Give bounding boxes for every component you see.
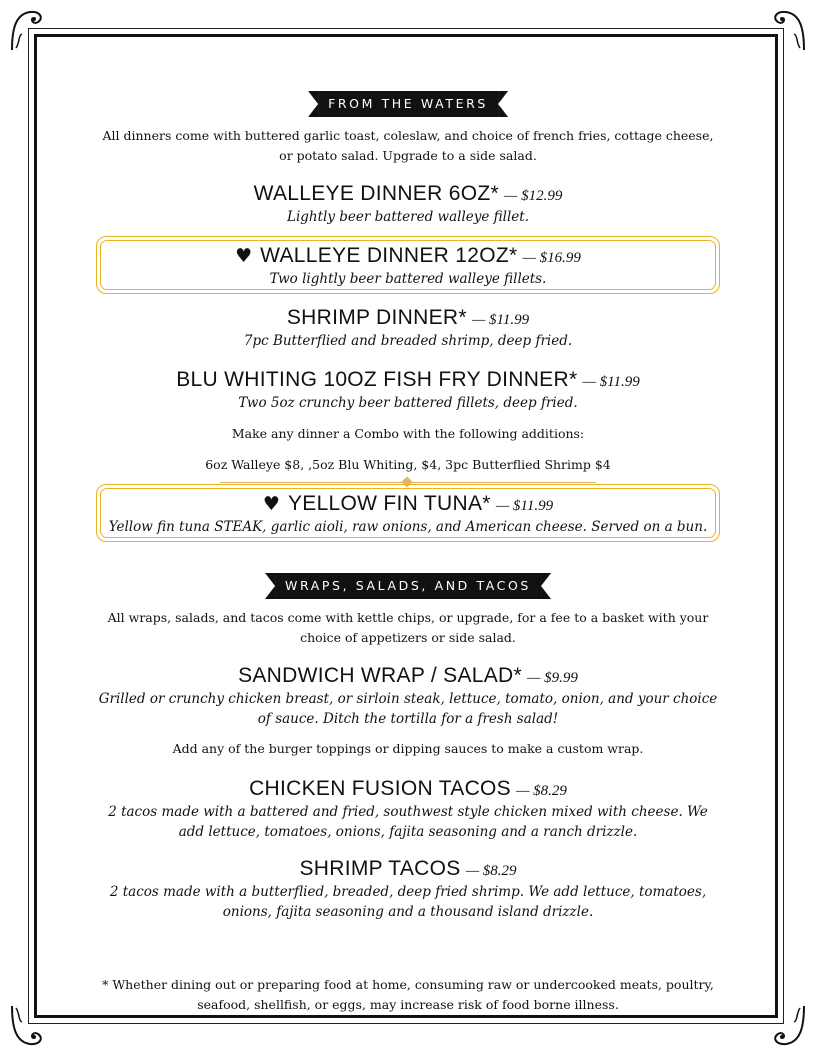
item-price: — $11.99: [495, 498, 554, 514]
section-banner-waters: [308, 91, 508, 117]
item-name: WALLEYE DINNER 6OZ*: [253, 182, 499, 205]
item-price: — $11.99: [582, 374, 640, 390]
section-title: FROM THE WATERS: [318, 91, 498, 117]
item-price: — $8.29: [516, 783, 567, 799]
section-title: WRAPS, SALADS, AND TACOS: [275, 573, 541, 599]
menu-item-featured: [96, 243, 720, 289]
menu-item: [96, 663, 720, 729]
item-name: BLU WHITING 10OZ FISH FRY DINNER*: [176, 368, 578, 391]
item-description: 7pc Butterflied and breaded shrimp, deep fried.: [243, 333, 573, 349]
section-banner-wraps: [265, 573, 551, 599]
section-intro: All wraps, salads, and tacos come with kettle chips, or upgrade, for a fee to a basket with your choice of appetizers or side salad.: [107, 610, 709, 645]
combo-note: Make any dinner a Combo with the following additions:: [231, 426, 585, 441]
item-description: Two 5oz crunchy beer battered fillets, deep fried.: [238, 395, 578, 411]
item-name: SHRIMP TACOS: [299, 857, 461, 880]
item-description: 2 tacos made with a battered and fried, southwest style chicken mixed with cheese. We add lettuce, tomatoes, onions, fajita seasoning and a ranch drizzle.: [108, 804, 708, 840]
menu-item: [96, 776, 720, 842]
item-description: Yellow fin tuna STEAK, garlic aioli, raw onions, and American cheese. Served on a bun.: [108, 519, 708, 535]
item-price: — $11.99: [471, 312, 530, 328]
menu-item: [96, 367, 720, 413]
item-name: YELLOW FIN TUNA*: [287, 492, 491, 515]
menu-item: [96, 181, 720, 227]
flourish-corner-icon: [8, 1002, 54, 1048]
footer-disclaimer: * Whether dining out or preparing food at home, consuming raw or undercooked meats, poultry, seafood, shellfish, or eggs, may increase risk of food borne illness.: [102, 977, 714, 1012]
item-price: — $12.99: [504, 188, 563, 204]
item-name: SANDWICH WRAP / SALAD*: [238, 664, 522, 687]
flourish-corner-icon: [8, 8, 54, 54]
menu-item: [96, 305, 720, 351]
item-description: 2 tacos made with a butterflied, breaded, deep fried shrimp. We add lettuce, tomatoes, onions, fajita seasoning and a thousand island drizzle.: [109, 884, 707, 920]
item-name: WALLEYE DINNER 12OZ*: [260, 244, 518, 267]
item-name: SHRIMP DINNER*: [286, 306, 467, 329]
item-name: CHICKEN FUSION TACOS: [249, 777, 511, 800]
heart-icon: ♥: [235, 245, 253, 267]
heart-icon: ♥: [262, 493, 280, 515]
section-intro: All dinners come with buttered garlic toast, coleslaw, and choice of french fries, cottage cheese, or potato salad. Upgrade to a side salad.: [102, 128, 714, 163]
flourish-corner-icon: [762, 8, 808, 54]
item-price: — $16.99: [522, 250, 581, 266]
item-description: Lightly beer battered walleye fillet.: [286, 209, 530, 225]
flourish-corner-icon: [762, 1002, 808, 1048]
item-price: — $9.99: [527, 670, 578, 686]
item-price: — $8.29: [465, 863, 517, 879]
menu-item: [96, 856, 720, 922]
combo-options: 6oz Walleye $8, ,5oz Blu Whiting, $4, 3pc Butterflied Shrimp $4: [205, 457, 611, 472]
custom-wrap-note: Add any of the burger toppings or dipping sauces to make a custom wrap.: [172, 741, 644, 756]
item-description: Grilled or crunchy chicken breast, or sirloin steak, lettuce, tomato, onion, and your choice of sauce. Ditch the tortilla for a fresh salad!: [98, 691, 718, 727]
item-description: Two lightly beer battered walleye fillets.: [269, 271, 547, 287]
menu-item-featured: [96, 491, 720, 537]
